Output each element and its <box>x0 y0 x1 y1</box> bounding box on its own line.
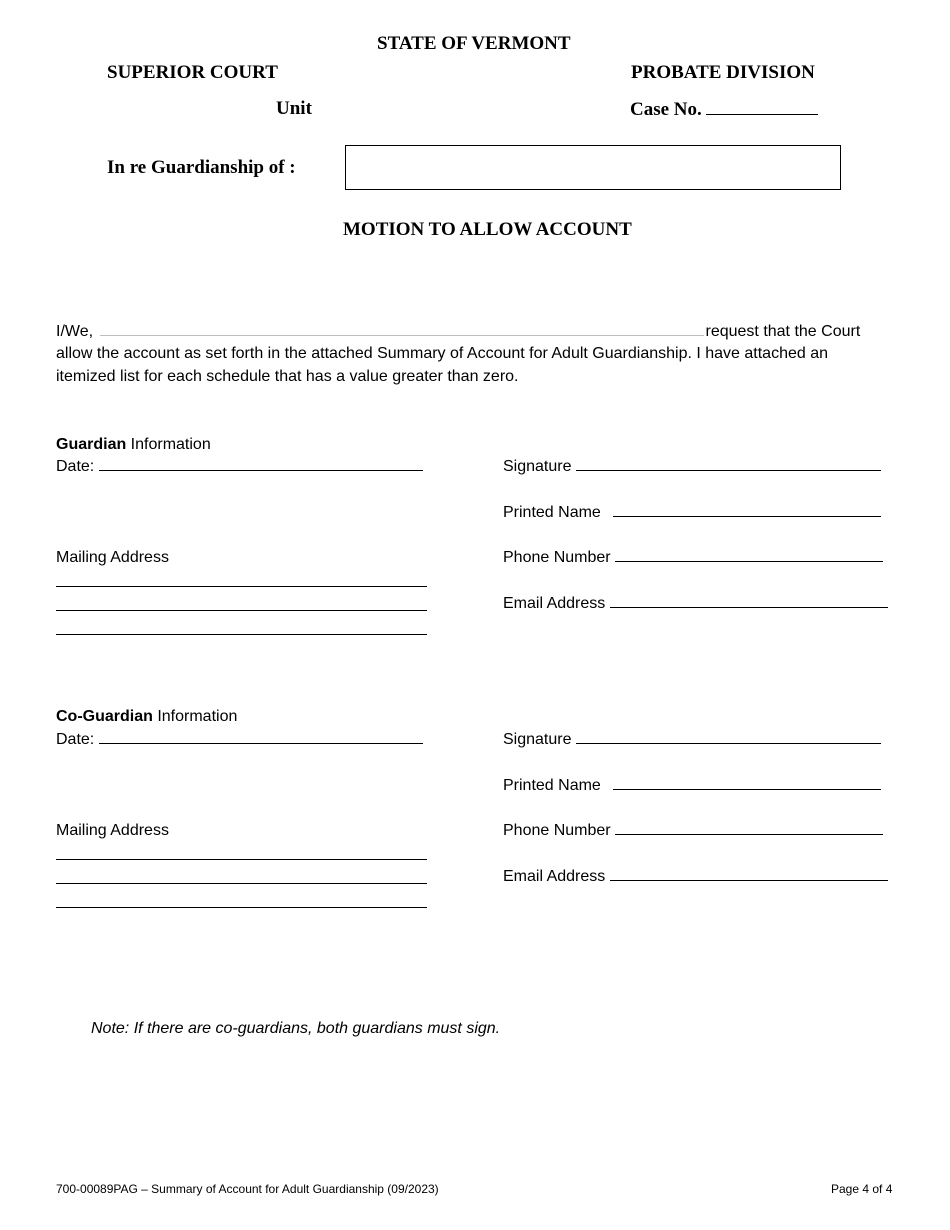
coguardian-signature-label: Signature <box>503 731 572 748</box>
case-number-line[interactable] <box>706 98 818 115</box>
coguardian-phone-label: Phone Number <box>503 822 611 839</box>
coguardian-signature-line[interactable] <box>576 728 881 744</box>
motion-line-3: itemized list for each schedule that has a value greater than zero. <box>56 368 519 385</box>
guardian-date-line[interactable] <box>99 455 423 471</box>
coguardian-address-line-3[interactable] <box>56 907 427 908</box>
footer-form-id: 700-00089PAG – Summary of Account for Adult Guardianship (09/2023) <box>56 1182 439 1196</box>
guardian-signature-label: Signature <box>503 458 572 475</box>
coguardian-email-field[interactable] <box>503 865 888 888</box>
guardian-phone-line[interactable] <box>615 546 883 562</box>
guardian-heading-rest: Information <box>126 436 211 453</box>
coguardian-date-label: Date: <box>56 731 95 748</box>
guardian-address-line-2[interactable] <box>56 610 427 611</box>
page-title: MOTION TO ALLOW ACCOUNT <box>343 219 632 240</box>
coguardian-printed-name-line[interactable] <box>613 774 881 790</box>
coguardian-heading-rest: Information <box>152 708 238 725</box>
coguardian-date-line[interactable] <box>99 728 423 744</box>
motion-line-1-suffix: request that the Court <box>705 323 861 340</box>
guardian-address-line-3[interactable] <box>56 634 427 635</box>
division-heading: PROBATE DIVISION <box>631 62 815 83</box>
unit-label: Unit <box>276 98 312 119</box>
coguardian-phone-line[interactable] <box>615 819 883 835</box>
guardian-address-line-1[interactable] <box>56 586 427 587</box>
coguardian-address-line-2[interactable] <box>56 883 427 884</box>
coguardian-date-field[interactable] <box>56 728 423 751</box>
guardian-signature-line[interactable] <box>576 455 881 471</box>
coguardian-phone-field[interactable] <box>503 819 883 842</box>
guardian-email-label: Email Address <box>503 595 606 612</box>
guardian-date-label: Date: <box>56 458 95 475</box>
coguardian-email-line[interactable] <box>610 865 888 881</box>
coguardian-heading-bold: Co-Guardian <box>56 708 153 725</box>
case-number-field[interactable] <box>630 98 818 121</box>
coguardian-printed-name-field[interactable] <box>503 774 881 797</box>
state-heading: STATE OF VERMONT <box>377 33 571 54</box>
guardian-heading-bold: Guardian <box>56 436 127 453</box>
requester-name-input[interactable] <box>100 319 704 336</box>
footer-page-number: Page 4 of 4 <box>831 1182 893 1196</box>
coguardian-signature-field[interactable] <box>503 728 881 751</box>
court-heading: SUPERIOR COURT <box>107 62 278 83</box>
guardian-printed-name-label: Printed Name <box>503 504 601 521</box>
guardian-printed-name-field[interactable] <box>503 501 881 524</box>
guardian-signature-field[interactable] <box>503 455 881 478</box>
coguardian-email-label: Email Address <box>503 868 606 885</box>
guardian-email-line[interactable] <box>610 592 888 608</box>
guardian-phone-field[interactable] <box>503 546 883 569</box>
guardian-phone-label: Phone Number <box>503 549 611 566</box>
coguardian-mailing-label: Mailing Address <box>56 822 169 839</box>
guardian-email-field[interactable] <box>503 592 888 615</box>
coguardian-address-line-1[interactable] <box>56 859 427 860</box>
co-guardian-note: Note: If there are co-guardians, both guardians must sign. <box>91 1020 501 1037</box>
ward-name-input[interactable] <box>345 145 841 190</box>
in-re-label: In re Guardianship of : <box>107 157 296 178</box>
coguardian-printed-name-label: Printed Name <box>503 777 601 794</box>
guardian-date-field[interactable] <box>56 455 423 478</box>
guardian-printed-name-line[interactable] <box>613 501 881 517</box>
motion-line-1 <box>56 319 860 343</box>
motion-prefix: I/We, <box>56 323 94 340</box>
guardian-mailing-label: Mailing Address <box>56 549 169 566</box>
guardian-section-heading <box>56 433 211 456</box>
case-number-label: Case No. <box>630 99 702 120</box>
motion-line-2: allow the account as set forth in the attached Summary of Account for Adult Guardianship. I have attached an <box>56 345 829 362</box>
coguardian-section-heading <box>56 705 237 728</box>
